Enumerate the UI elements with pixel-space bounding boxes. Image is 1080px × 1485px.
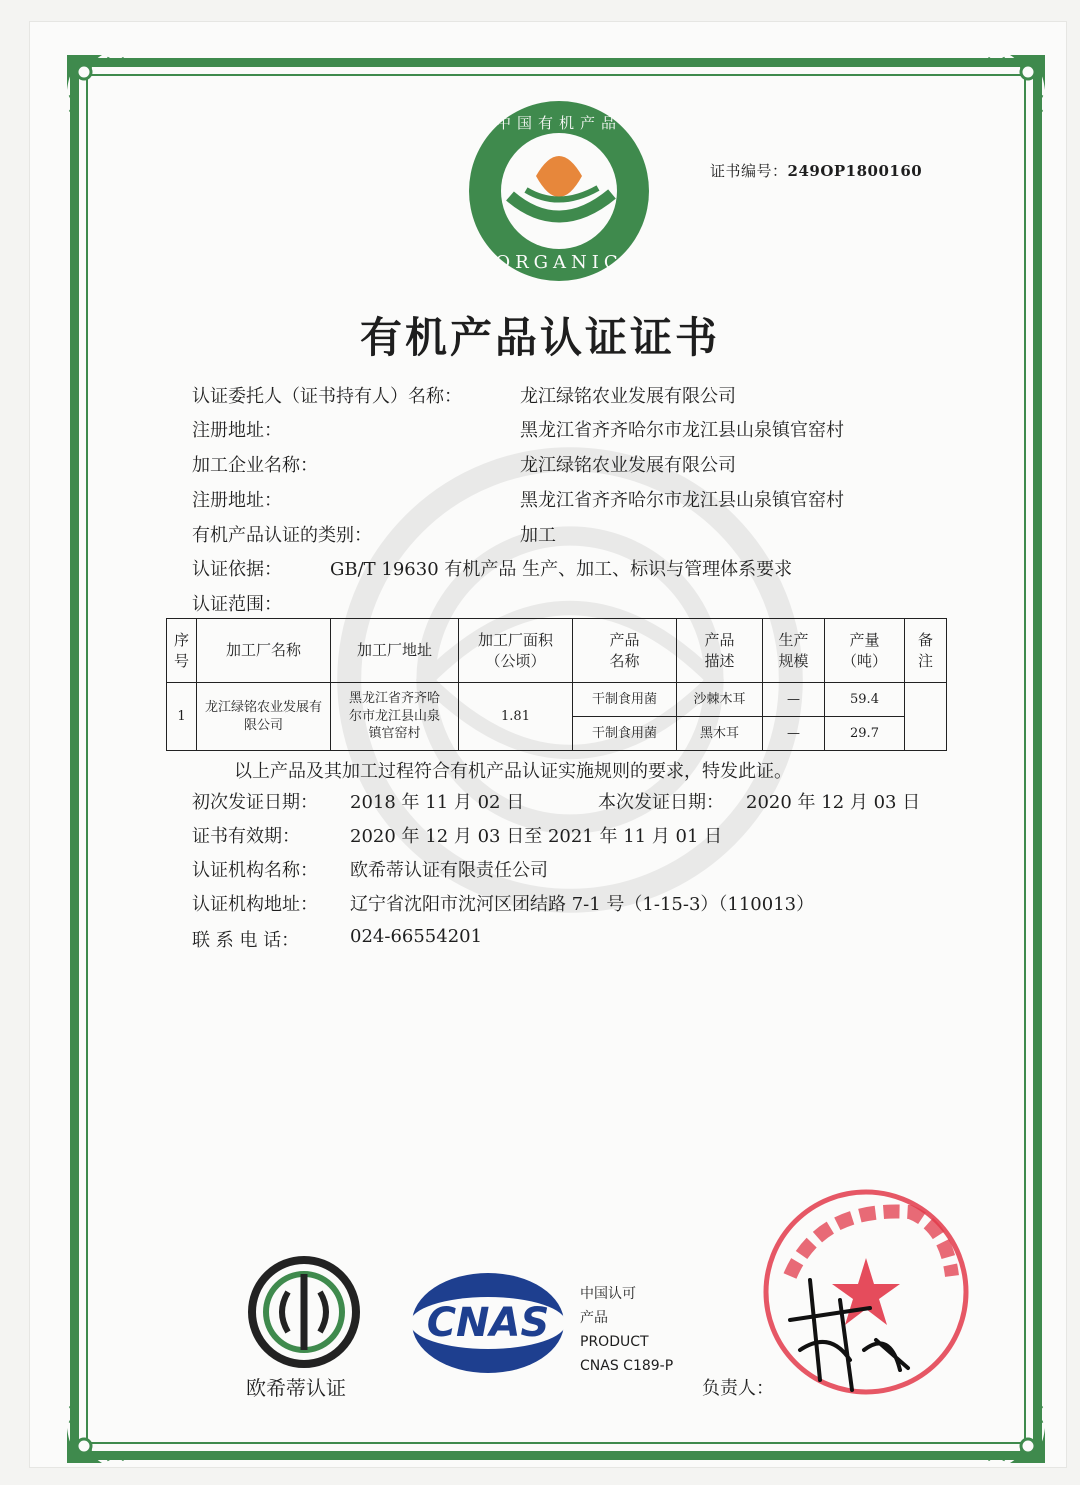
category-label: 有机产品认证的类别： <box>192 525 372 546</box>
row-factory-addr: 黑龙江省齐齐哈尔市龙江县山泉镇官窑村 <box>331 683 459 751</box>
cnas-line3: PRODUCT <box>580 1334 649 1350</box>
od-certification-logo-icon <box>248 1256 360 1368</box>
header-area <box>459 619 573 683</box>
header-output-line1: 产量 <box>849 631 880 650</box>
phone-value: 024-66554201 <box>350 926 483 947</box>
cert-body-addr-label: 认证机构地址： <box>192 894 318 915</box>
reg-addr2-value: 黑龙江省齐齐哈尔市龙江县山泉镇官窑村 <box>520 490 844 511</box>
basis-label: 认证依据： <box>192 559 282 580</box>
reg-addr2-label: 注册地址： <box>192 490 282 511</box>
row-note <box>905 683 947 751</box>
row-scale: — <box>763 717 825 751</box>
basis-value: GB/T 19630 有机产品 生产、加工、标识与管理体系要求 <box>330 559 793 580</box>
corner-ornament-icon <box>62 50 132 120</box>
cert-body-addr-value: 辽宁省沈阳市沈河区团结路 7-1 号（1-15-3）（110013） <box>350 894 815 915</box>
category-value: 加工 <box>520 525 556 546</box>
header-scale-line1: 生产 <box>778 631 809 650</box>
row-factory-name: 龙江绿铭农业发展有限公司 <box>197 683 331 751</box>
reg-addr-value: 黑龙江省齐齐哈尔市龙江县山泉镇官窑村 <box>520 420 844 441</box>
cnas-logo-icon <box>408 1270 568 1376</box>
cert-body-name-value: 欧希蒂认证有限责任公司 <box>350 860 548 881</box>
cnas-line2: 产品 <box>580 1310 608 1326</box>
certificate-number <box>710 160 922 181</box>
row-product: 干制食用菌 <box>573 683 677 717</box>
row-desc: 黑木耳 <box>677 717 763 751</box>
first-issue-label: 初次发证日期： <box>192 792 318 813</box>
od-certification-label: 欧希蒂认证 <box>246 1376 346 1400</box>
header-note <box>905 619 947 683</box>
responsible-person-label: 负责人： <box>702 1378 774 1399</box>
table-header-row <box>167 619 947 683</box>
cert-body-name-label: 认证机构名称： <box>192 860 318 881</box>
corner-ornament-icon <box>62 1398 132 1468</box>
row-seq: 1 <box>167 683 197 751</box>
header-scale <box>763 619 825 683</box>
row-scale: — <box>763 683 825 717</box>
first-issue-value: 2018 年 11 月 02 日 <box>350 792 525 813</box>
header-note-line1: 备 <box>917 631 933 650</box>
header-factory-name: 加工厂名称 <box>197 619 331 683</box>
validity-value: 2020 年 12 月 03 日至 2021 年 11 月 01 日 <box>350 826 723 847</box>
table-row <box>167 683 947 717</box>
header-seq <box>167 619 197 683</box>
row-desc: 沙棘木耳 <box>677 683 763 717</box>
certificate-title: 有机产品认证证书 <box>359 313 720 362</box>
header-desc-line2: 描述 <box>704 651 735 670</box>
header-area-line2: （公顷） <box>485 651 546 670</box>
holder-label: 认证委托人（证书持有人）名称： <box>192 386 462 407</box>
header-area-line1: 加工厂面积 <box>477 631 553 650</box>
corner-ornament-icon <box>980 50 1050 120</box>
processor-value: 龙江绿铭农业发展有限公司 <box>520 455 736 476</box>
phone-label: 联 系 电 话： <box>192 930 300 951</box>
row-output: 29.7 <box>825 717 905 751</box>
china-organic-logo-icon <box>466 98 652 284</box>
holder-value: 龙江绿铭农业发展有限公司 <box>520 386 736 407</box>
header-scale-line2: 规模 <box>778 651 809 670</box>
header-product <box>573 619 677 683</box>
cnas-accreditation-text <box>580 1282 673 1378</box>
header-note-line2: 注 <box>917 651 933 670</box>
header-output-line2: （吨） <box>841 651 887 670</box>
header-product-line1: 产品 <box>609 631 640 650</box>
certificate-number-value: 249OP1800160 <box>787 162 923 180</box>
signature-icon <box>780 1260 920 1400</box>
cnas-line1: 中国认可 <box>580 1286 636 1302</box>
cnas-mark: CNAS <box>426 1300 550 1346</box>
header-output <box>825 619 905 683</box>
header-desc <box>677 619 763 683</box>
scope-table <box>166 618 947 751</box>
header-seq-text: 序号 <box>173 631 189 670</box>
header-factory-addr: 加工厂地址 <box>331 619 459 683</box>
processor-label: 加工企业名称： <box>192 455 318 476</box>
current-issue-value: 2020 年 12 月 03 日 <box>746 792 921 813</box>
reg-addr-label: 注册地址： <box>192 420 282 441</box>
row-output: 59.4 <box>825 683 905 717</box>
scope-label: 认证范围： <box>192 594 282 615</box>
header-product-line2: 名称 <box>609 651 640 670</box>
current-issue-label: 本次发证日期： <box>598 792 724 813</box>
row-area: 1.81 <box>459 683 573 751</box>
validity-label: 证书有效期： <box>192 826 300 847</box>
header-desc-line1: 产品 <box>704 631 735 650</box>
certificate-number-label: 证书编号： <box>710 162 788 180</box>
logo-ring-text: 中国有机产品 <box>495 114 623 132</box>
logo-ring-latin: ORGANIC <box>495 252 623 273</box>
row-product: 干制食用菌 <box>573 717 677 751</box>
corner-ornament-icon <box>980 1398 1050 1468</box>
cnas-line4: CNAS C189-P <box>580 1358 674 1374</box>
certification-statement: 以上产品及其加工过程符合有机产品认证实施规则的要求，特发此证。 <box>234 761 792 782</box>
